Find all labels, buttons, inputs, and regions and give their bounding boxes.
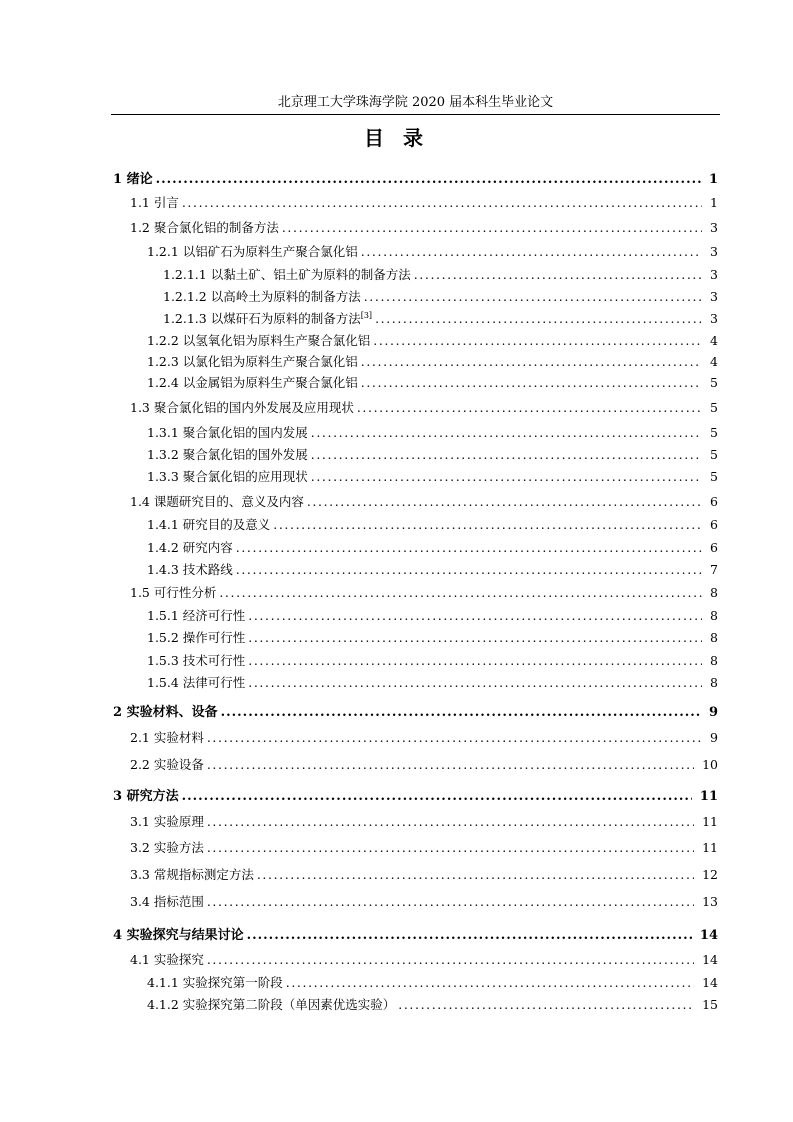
toc-entry-text: 1.2.1 以铝矿石为原料生产聚合氯化铝 (147, 244, 358, 259)
toc-page-number: 5 (710, 447, 718, 462)
toc-entry-label (163, 266, 411, 284)
toc-entry-label (130, 219, 279, 237)
running-header: 北京理工大学珠海学院 2020 届本科生毕业论文 (277, 95, 554, 110)
dot-leader (311, 468, 702, 486)
toc-entry-text: 1.5.3 技术可行性 (147, 653, 246, 668)
toc-entry-label (130, 839, 204, 857)
toc-entry-text: 1.5.2 操作可行性 (147, 630, 246, 645)
toc-page-number: 8 (710, 653, 718, 668)
toc-entry-text: 2 实验材料、设备 (113, 705, 218, 720)
toc-entry (130, 756, 718, 774)
header-rule (111, 114, 720, 115)
toc-entry (147, 468, 718, 486)
toc-entry-label (113, 171, 153, 189)
toc-entry-label (130, 399, 354, 417)
toc-page-number: 3 (710, 220, 718, 235)
toc-entry-label (130, 813, 204, 831)
dot-leader (248, 607, 702, 625)
toc-entry-label (163, 288, 361, 306)
toc-entry-text: 1.2.4 以金属铝为原料生产聚合氯化铝 (147, 375, 358, 390)
toc-entry (163, 266, 718, 284)
dot-leader (207, 893, 694, 911)
toc-entry-text: 1.2.1.1 以黏土矿、铝土矿为原料的制备方法 (163, 267, 411, 282)
dot-leader (307, 493, 702, 511)
toc-entry-label (147, 516, 270, 534)
toc-entry-text: 1.3 聚合氯化铝的国内外发展及应用现状 (130, 400, 354, 415)
toc-entry-label (147, 561, 233, 579)
toc-entry (147, 539, 718, 557)
toc-entry (130, 219, 718, 237)
toc-entry-label (130, 729, 204, 747)
dot-leader (282, 219, 702, 237)
toc-entry-label (130, 194, 179, 212)
toc-page-number: 14 (699, 928, 718, 943)
dot-leader (207, 951, 694, 969)
toc-entry-text: 1.2.1.3 以煤矸石为原料的制备方法 (163, 311, 361, 326)
toc-page-number: 5 (710, 469, 718, 484)
toc-entry-text: 1.4.3 技术路线 (147, 562, 233, 577)
toc-entry-label (147, 332, 370, 350)
toc-page-number: 14 (702, 975, 718, 990)
toc-entry-text: 1.5.4 法律可行性 (147, 675, 246, 690)
dot-leader (361, 353, 702, 371)
dot-leader (398, 996, 694, 1014)
toc-entry (163, 288, 718, 306)
dot-leader (311, 446, 702, 464)
toc-page-number: 13 (702, 894, 718, 909)
dot-leader (361, 243, 702, 261)
dot-leader (221, 704, 701, 722)
toc-entry-text: 3.3 常规指标测定方法 (130, 867, 254, 882)
toc-entry-text: 1.2.3 以氯化铝为原料生产聚合氯化铝 (147, 354, 358, 369)
toc-entry-text: 1.3.1 聚合氯化铝的国内发展 (147, 425, 308, 440)
toc-page-number: 8 (710, 630, 718, 645)
toc-entry (130, 951, 718, 969)
toc-entry-text: 3.1 实验原理 (130, 814, 204, 829)
toc-page-number: 1 (708, 172, 718, 187)
dot-leader (273, 516, 702, 534)
toc-page-number: 5 (710, 425, 718, 440)
toc-entry-label (147, 468, 308, 486)
toc-entry (130, 194, 718, 212)
toc-page-number: 3 (710, 267, 718, 282)
toc-entry-label (147, 652, 245, 670)
toc-entry (130, 729, 718, 747)
toc-entry-text: 1.2.1.2 以高岭土为原料的制备方法 (163, 289, 361, 304)
dot-leader (286, 974, 694, 992)
toc-entry (147, 424, 718, 442)
toc-entry (113, 704, 718, 722)
toc-entry-label (147, 607, 245, 625)
toc-entry (113, 788, 718, 806)
toc-entry-text: 2.2 实验设备 (130, 757, 204, 772)
toc-entry-text: 4.1 实验探究 (130, 952, 204, 967)
dot-leader (156, 171, 701, 189)
toc-entry-text: 2.1 实验材料 (130, 730, 204, 745)
toc-entry-text: 4 实验探究与结果讨论 (113, 928, 244, 943)
toc-entry-label (130, 866, 254, 884)
toc-entry-label (130, 584, 216, 602)
toc-entry (147, 374, 718, 392)
toc-entry (147, 516, 718, 534)
dot-leader (247, 927, 692, 945)
toc-entry-text: 1.4.1 研究目的及意义 (147, 517, 271, 532)
toc-page-number: 4 (710, 354, 718, 369)
dot-leader (207, 729, 702, 747)
dot-leader (375, 310, 702, 328)
toc-entry-label (147, 353, 358, 371)
dot-leader (373, 332, 702, 350)
toc-entry (147, 561, 718, 579)
toc-entry-text: 4.1.1 实验探究第一阶段 (147, 975, 283, 990)
toc-entry (130, 493, 718, 511)
toc-entry-text: 1.1 引言 (130, 195, 179, 210)
toc-entry (130, 399, 718, 417)
citation-superscript: [3] (360, 310, 373, 320)
dot-leader (361, 374, 702, 392)
toc-entry (147, 629, 718, 647)
toc-entry (130, 584, 718, 602)
toc-entry (130, 813, 718, 831)
toc-page-number: 8 (710, 608, 718, 623)
toc-entry-label (130, 756, 204, 774)
toc-entry-label (147, 243, 358, 261)
toc-entry (147, 353, 718, 371)
toc-entry (147, 243, 718, 261)
dot-leader (248, 674, 702, 692)
toc-entry-text: 1.2.2 以氢氧化铝为原料生产聚合氯化铝 (147, 333, 371, 348)
toc-page-number: 5 (710, 400, 718, 415)
dot-leader (207, 813, 694, 831)
toc-entry-text: 3 研究方法 (113, 789, 179, 804)
toc-entry-label (113, 704, 218, 722)
toc-entry-label (130, 893, 204, 911)
toc-entry-label (147, 974, 283, 992)
dot-leader (257, 866, 694, 884)
toc-entry-label (130, 493, 304, 511)
toc-entry-text: 1.3.3 聚合氯化铝的应用现状 (147, 469, 308, 484)
toc-page-number: 9 (708, 705, 718, 720)
toc-title: 目 录 (364, 126, 429, 150)
toc-entry (147, 974, 718, 992)
toc-entry-text: 1.5 可行性分析 (130, 585, 217, 600)
dot-leader (364, 288, 702, 306)
dot-leader (236, 539, 702, 557)
toc-page-number: 1 (710, 195, 718, 210)
toc-page-number: 11 (702, 840, 718, 855)
dot-leader (248, 629, 702, 647)
toc-entry (147, 446, 718, 464)
toc-entry-text: 3.2 实验方法 (130, 840, 204, 855)
toc-page-number: 4 (710, 333, 718, 348)
toc-page-number: 12 (702, 867, 718, 882)
toc-entry-label (147, 374, 358, 392)
dot-leader (207, 839, 694, 857)
toc-page-number: 6 (710, 540, 718, 555)
toc-page-number: 15 (702, 997, 718, 1012)
dot-leader (182, 788, 692, 806)
toc-entry-text: 1.3.2 聚合氯化铝的国外发展 (147, 447, 308, 462)
dot-leader (219, 584, 702, 602)
toc-entry (113, 927, 718, 945)
toc-entry-text: 1.5.1 经济可行性 (147, 608, 246, 623)
dot-leader (311, 424, 702, 442)
toc-entry-text: 4.1.2 实验探究第二阶段（单因素优选实验） (147, 997, 396, 1012)
toc-page-number: 7 (710, 562, 718, 577)
toc-page-number: 6 (710, 517, 718, 532)
toc-entry-text: 1.2 聚合氯化铝的制备方法 (130, 220, 279, 235)
toc-entry-label (147, 424, 308, 442)
toc-page-number: 9 (710, 730, 718, 745)
toc-entry (147, 996, 718, 1014)
toc-entry (130, 893, 718, 911)
toc-page-number: 8 (710, 585, 718, 600)
toc-page-number: 14 (702, 952, 718, 967)
toc-entry-label (147, 996, 395, 1014)
dot-leader (207, 756, 694, 774)
dot-leader (248, 652, 702, 670)
toc-entry (147, 607, 718, 625)
toc-entry-text: 1.4 课题研究目的、意义及内容 (130, 494, 304, 509)
toc-entry-text: 1.4.2 研究内容 (147, 540, 233, 555)
dot-leader (357, 399, 702, 417)
toc-entry-label (147, 539, 233, 557)
toc-entry-text: 1 绪论 (113, 172, 153, 187)
toc-entry (113, 171, 718, 189)
toc-page-number: 3 (710, 244, 718, 259)
toc-page-number: 11 (699, 789, 718, 804)
toc-entry-label (113, 788, 179, 806)
toc-entry-label (113, 927, 244, 945)
toc-entry (147, 652, 718, 670)
toc-entry (163, 310, 718, 328)
toc-entry (147, 332, 718, 350)
toc-page-number: 5 (710, 375, 718, 390)
toc-entry (130, 866, 718, 884)
toc-entry (147, 674, 718, 692)
toc-page-number: 11 (702, 814, 718, 829)
dot-leader (236, 561, 702, 579)
toc-entry-label (163, 310, 372, 328)
toc-entry (130, 839, 718, 857)
toc-page-number: 3 (710, 289, 718, 304)
toc-page-number: 8 (710, 675, 718, 690)
toc-entry-label (147, 629, 245, 647)
toc-page-number: 3 (710, 311, 718, 326)
toc-entry-label (147, 674, 245, 692)
dot-leader (182, 194, 702, 212)
toc-entry-label (130, 951, 204, 969)
toc-entry-label (147, 446, 308, 464)
dot-leader (414, 266, 702, 284)
toc-page-number: 10 (702, 757, 718, 772)
toc-entry-text: 3.4 指标范围 (130, 894, 204, 909)
toc-page-number: 6 (710, 494, 718, 509)
